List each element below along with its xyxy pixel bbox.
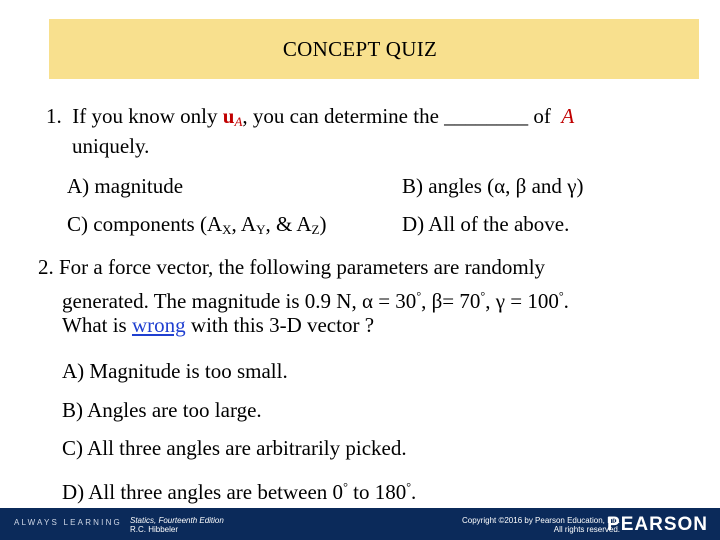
copyright-info: Copyright ©2016 by Pearson Education, Inc. All rights reserved. <box>462 516 620 534</box>
q1-option-b[interactable]: B) angles (α, β and γ) <box>402 174 584 198</box>
q1-line1: 1. If you know only $u_A$, you can determine the ________ of A <box>46 104 575 129</box>
q2-line1: 2. For a force vector, the following parameters are randomly <box>38 255 546 279</box>
q2-line3: What is wrong with this 3-D vector ? <box>62 313 375 337</box>
q1-option-d[interactable]: D) All of the above. <box>402 212 570 236</box>
q2-option-c[interactable]: C) All three angles are arbitrarily picked. <box>62 436 407 460</box>
q2-line2: generated. The magnitude is 0.9 N, α = 30°, β= 70°, γ = 100°. <box>62 289 569 313</box>
pearson-logo: PEARSON <box>607 514 708 535</box>
book-info: Statics, Fourteenth Edition R.C. Hibbeler <box>130 516 224 534</box>
page-title: CONCEPT QUIZ <box>282 37 438 61</box>
vector-a: A <box>561 104 575 128</box>
wrong-underlined: wrong <box>131 313 186 337</box>
q2-option-b[interactable]: B) Angles are too large. <box>62 398 262 422</box>
vector-u: u <box>222 104 235 128</box>
q1-line2: uniquely. <box>72 134 150 158</box>
q1-option-a[interactable]: A) magnitude <box>67 174 184 198</box>
q2-option-d[interactable]: D) All three angles are between 0° to 180°. <box>62 480 417 504</box>
always-learning-text: ALWAYS LEARNING <box>14 518 122 527</box>
footer-bar <box>0 508 720 540</box>
q2-option-a[interactable]: A) Magnitude is too small. <box>62 359 288 383</box>
q1-option-c[interactable]: C) components ($A_X$, $A_Y$, & $A_Z$) <box>67 212 327 237</box>
